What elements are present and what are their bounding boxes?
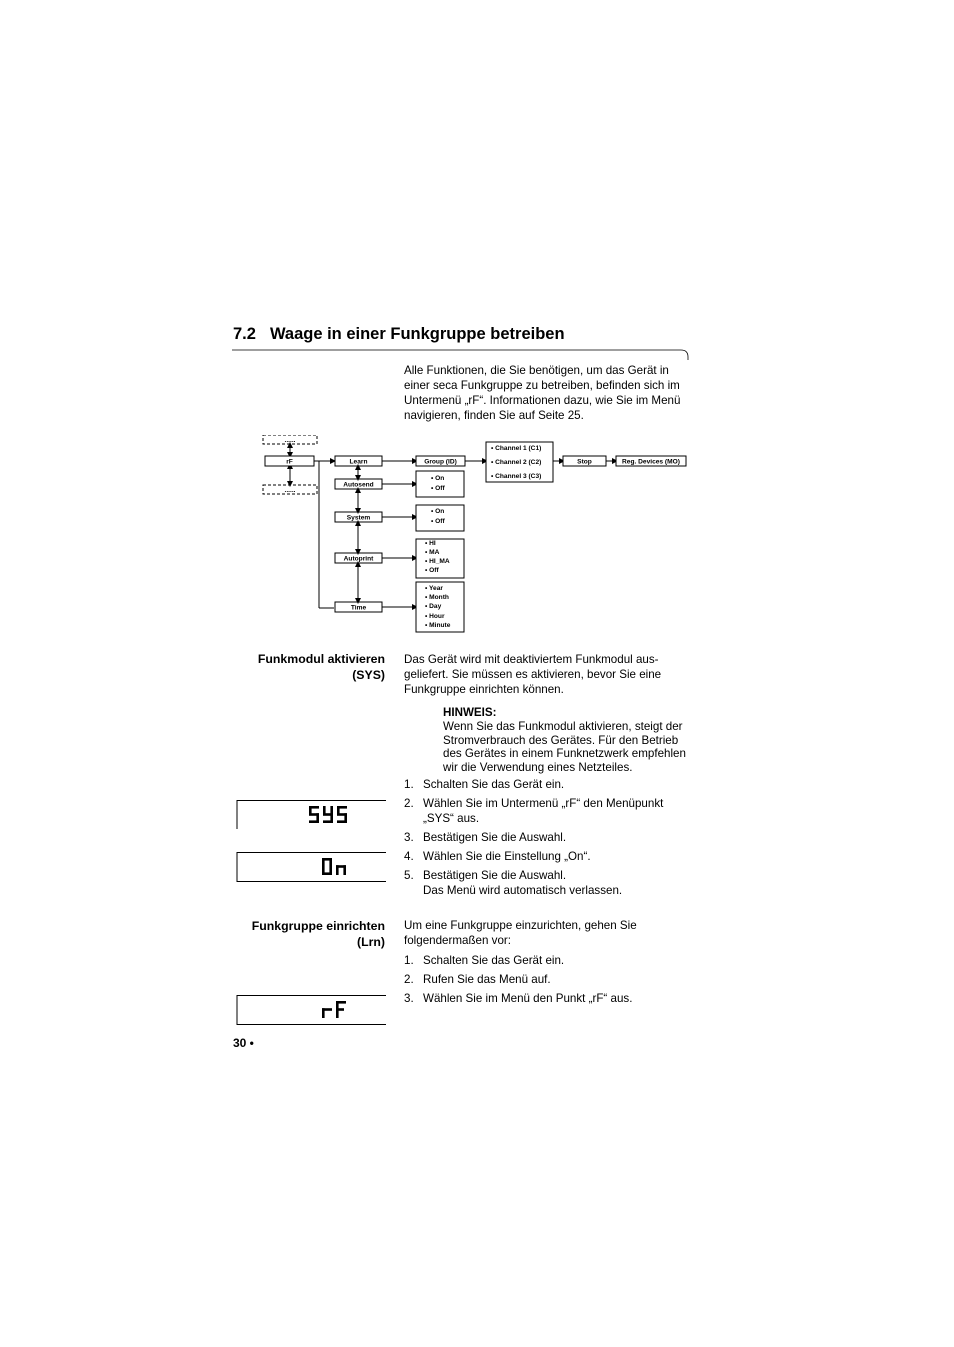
diagram-rf-label: rF: [286, 458, 293, 466]
dots-bottom: ......: [284, 487, 296, 494]
diagram-time-opt: • Month: [425, 594, 449, 601]
list-item: [404, 953, 694, 968]
diagram-learn-label: Learn: [349, 458, 368, 466]
seven-seg-n: [336, 865, 346, 875]
funkmodul-text-line: geliefert. Sie müssen es aktivieren, bevor Sie eine: [404, 668, 662, 681]
diagram-autoprint-opt: • Off: [425, 567, 439, 574]
step-number: 1.: [404, 778, 414, 791]
funkgruppe-heading-line: (Lrn): [357, 935, 385, 949]
diagram-channel-3: • Channel 3 (C3): [491, 473, 542, 480]
step-number: 4.: [404, 850, 414, 863]
title-rule: [231, 349, 691, 361]
page-number: 30 •: [233, 1036, 254, 1050]
seven-seg-o: [322, 858, 332, 875]
display-on-text: On: [236, 852, 238, 853]
funkmodul-paragraph: [404, 652, 694, 697]
note-line: Wenn Sie das Funkmodul aktivieren, steigt der: [443, 720, 683, 733]
diagram-time-opt: • Day: [425, 603, 442, 610]
diagram-system-label: System: [346, 514, 371, 522]
diagram-autoprint-opt: • HI_MA: [425, 558, 450, 565]
diagram-autoprint-opt: • MA: [425, 549, 440, 556]
display-rf-text: rF: [236, 995, 237, 996]
step-text: Das Menü wird automatisch verlassen.: [423, 884, 623, 897]
step-text: Wählen Sie die Einstellung „On“.: [423, 850, 591, 863]
step-number: 1.: [404, 954, 414, 967]
diagram-stop-label: Stop: [577, 458, 592, 466]
intro-line: Untermenü „rF“. Informationen dazu, wie Sie im Menü: [404, 394, 681, 407]
step-number: 3.: [404, 831, 414, 844]
funkmodul-text-line: Das Gerät wird mit deaktiviertem Funkmodul aus-: [404, 653, 659, 666]
display-rf: [236, 995, 388, 1026]
funkmodul-heading-line: Funkmodul aktivieren: [257, 652, 385, 666]
diagram-group-label: Group (ID): [424, 458, 457, 466]
step-text: Wählen Sie im Menü den Punkt „rF“ aus.: [423, 992, 633, 1005]
diagram-autoprint-label: Autoprint: [343, 555, 374, 563]
diagram-reg-devices-label: Reg. Devices (MO): [622, 458, 680, 466]
intro-line: einer seca Funkgruppe zu betreiben, befinden sich im: [404, 379, 680, 392]
diagram-channel-1: • Channel 1 (C1): [491, 445, 542, 452]
diagram-system-opt: • Off: [431, 518, 445, 525]
note-line: wir die Verwendung eines Netzteiles.: [443, 760, 633, 774]
list-item: [404, 777, 694, 792]
display-sys-text: SYS: [236, 800, 239, 801]
intro-paragraph: [404, 363, 694, 423]
funkmodul-heading-line: (SYS): [352, 668, 385, 682]
step-text: Schalten Sie das Gerät ein.: [423, 778, 565, 791]
diagram-time-label: Time: [350, 604, 367, 612]
list-item: [404, 972, 694, 987]
step-number: 2.: [404, 797, 414, 810]
list-item: [404, 991, 694, 1006]
section-number: 7.2: [233, 325, 256, 343]
funkgruppe-heading-line: Funkgruppe einrichten: [251, 919, 385, 933]
diagram-autosend-opt: • On: [431, 475, 445, 482]
step-text: Schalten Sie das Gerät ein.: [423, 954, 565, 967]
step-number: 3.: [404, 992, 414, 1005]
menu-diagram: [255, 435, 695, 640]
diagram-autosend-opt: • Off: [431, 485, 445, 492]
display-on: [236, 852, 388, 883]
seven-seg-y: [323, 806, 333, 823]
diagram-time-opt: • Year: [425, 585, 443, 592]
funkmodul-text-line: Funkgruppe einrichten können.: [404, 683, 564, 696]
list-item: [404, 830, 694, 845]
step-text: Wählen Sie im Untermenü „rF“ den Menüpunkt: [423, 797, 664, 810]
funkgruppe-paragraph: [404, 918, 694, 948]
dots-top: ......: [284, 437, 296, 444]
note-label: HINWEIS:: [443, 706, 497, 719]
note-line: Stromverbrauch des Gerätes. Für den Betrieb: [443, 733, 679, 747]
note-line: des Gerätes in einem Funknetzwerk empfehlen: [443, 747, 686, 760]
display-sys: [236, 800, 388, 830]
seven-seg-s: [309, 806, 319, 823]
funkmodul-heading: [205, 651, 385, 683]
diagram-time-opt: • Minute: [425, 622, 451, 629]
seven-seg-f: [336, 1001, 346, 1018]
step-number: 2.: [404, 973, 414, 986]
diagram-channel-2: • Channel 2 (C2): [491, 459, 542, 466]
step-text: Rufen Sie das Menü auf.: [423, 973, 551, 986]
diagram-autoprint-opt: • HI: [425, 540, 436, 547]
funkgruppe-text-line: Um eine Funkgruppe einzurichten, gehen Sie: [404, 919, 637, 932]
seven-seg-s: [337, 806, 347, 823]
seven-seg-r: [322, 1008, 332, 1018]
funkgruppe-heading: [205, 918, 385, 950]
diagram-autosend-label: Autosend: [343, 481, 374, 489]
step-text: „SYS“ aus.: [423, 812, 480, 825]
step-number: 5.: [404, 869, 414, 882]
list-item: [404, 849, 694, 864]
section-title: [233, 325, 565, 344]
section-title-text: Waage in einer Funkgruppe betreiben: [269, 325, 565, 343]
diagram-time-opt: • Hour: [425, 613, 445, 620]
step-text: Bestätigen Sie die Auswahl.: [423, 831, 567, 844]
note-text: [443, 720, 693, 774]
intro-line: Alle Funktionen, die Sie benötigen, um das Gerät in: [404, 364, 669, 377]
diagram-system-opt: • On: [431, 508, 445, 515]
funkgruppe-text-line: folgendermaßen vor:: [404, 934, 511, 947]
intro-line: navigieren, finden Sie auf Seite 25.: [404, 409, 584, 422]
step-text: Bestätigen Sie die Auswahl.: [423, 869, 567, 882]
list-item: [404, 868, 694, 898]
list-item: [404, 796, 694, 826]
